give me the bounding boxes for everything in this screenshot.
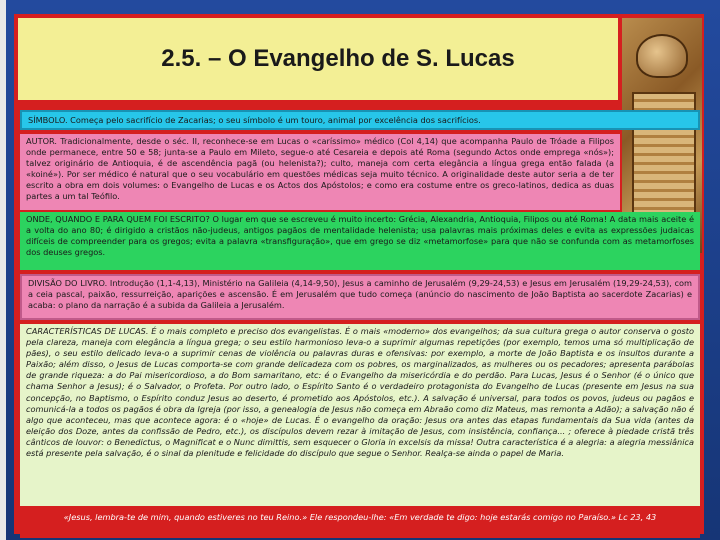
slide-edge: [0, 0, 6, 540]
page-title: 2.5. – O Evangelho de S. Lucas: [161, 45, 515, 72]
scripture-quote: «Jesus, lembra-te de mim, quando estiveres no teu Reino.» Ele respondeu-lhe: «Em verdade te digo: hoje estarás comigo no Paraíso.» Lc 23, 43: [20, 508, 700, 538]
divisao-box: DIVISÃO DO LIVRO. Introdução (1,1-4,13), Ministério na Galileia (4,14-9,50), Jesus a caminho de Jerusalém (9,29-24,53) e Jesus em Jerusalém (19,29-24,53), com a ceia pascal, paixão, ressurreição, aparições e ascensão. É em Jerusalém que tudo começa (anúncio do nascimento de João Baptista ao sacerdote Zacarias) e acaba: o plano da narração é a subida da Galileia a Jerusalém.: [20, 274, 700, 320]
simbolo-box: SÍMBOLO. Começa pelo sacrifício de Zacarias; o seu símbolo é um touro, animal por excelência dos sacrifícios.: [20, 110, 700, 130]
autor-box: AUTOR. Tradicionalmente, desde o séc. II, reconhece-se em Lucas o «caríssimo» médico (Col 4,14) que acompanha Paulo de Tróade a Filipos onde permanece, entre 50 e 58; junta-se a Paulo em Mileto, segue-o até Cesareia e depois até Roma (segundo Actos onde emprega «nós»); talvez originário de Antioquia, é de ascendência pagã (ou helenista?); culto, maneja com certa elegância a língua grega então falada (a «koiné»). Por ser médico é natural que o seu vocabulário em questões médicas seja muito técnico. A originalidade deste autor seria a de ter escrito a obra em dois volumes: o Evangelho de Lucas e os Actos dos Apóstolos; e como era costume entre os greco-latinos, dedica as duas partes a um tal Teófilo.: [20, 134, 620, 210]
title-box: [18, 18, 618, 100]
caracteristicas-box: CARACTERÍSTICAS DE LUCAS. É o mais completo e preciso dos evangelistas. É o mais «moderno» dos evangelhos; da sua cultura grega o autor conserva o gosto pela clareza, maneja com elegância a língua grega; o seu estilo harmonioso leva-o a suprimir algumas repetições (por exemplo, temos uma só multiplicação de pães), o seu estilo delicado leva-o a suprimir cenas de violência ou palavras duras e ofensivas: por exemplo, a morte de João Baptista e os insultos durante a Paixão; além disso, o Jesus de Lucas comporta-se com grande delicadeza com os pobres, os marginalizados, as mulheres ou os pecadores; apresenta parábolas de grande riqueza: a do Pai misericordioso, a do Bom samaritano, etc: é o Evangelho da misericórdia e do perdão. Para Lucas, Jesus é o Senhor (é o único que chama Senhor a Jesus); é o Salvador, o Profeta. Por outro lado, o Espírito Santo é o verdadeiro protagonista do Evangelho de Lucas (presente em Jesus na sua concepção, no Baptismo, o Espírito conduz Jesus ao deserto, é prometido aos Apóstolos, etc.). A salvação é universal, para todos os povos, judeus ou pagãos e comunicá-la a todos os pagãos é obra da Igreja (por isso, a genealogia de Jesus não começa em Abraão como diz Mateus, mas remonta a Adão); a salvação não é algo que aconteceu, mas que acontece agora: é o «hoje» de Lucas. É o evangelho da oração: Jesus ora antes das etapas fundamentais da Sua vida (antes da eleição dos Doze, antes da confissão de Pedro, etc.), os discípulos devem rezar à imitação de Jesus, com insistência, confiança... ; oferece à piedade cristã três cânticos de louvor: o Benedictus, o Magnificat e o Nunc dimittis, sem esquecer o Gloria in excelsis da missa! Outra característica é a alegria: a alegria messiânica está presente pela salvação, é o sinal da plenitude e felicidade do discípulo que segue o Senhor. Realça-se ainda o papel de Maria.: [20, 324, 700, 506]
onde-box: ONDE, QUANDO E PARA QUEM FOI ESCRITO? O lugar em que se escreveu é muito incerto: Grécia, Alexandria, Antioquia, Filipos ou até Roma! A data mais aceite é a volta do ano 80; é dirigido a cristãos não-judeus, antigos pagãos de mentalidade helenista; usa palavras mais próximas deles e evita as expressões judaicas difíceis de compreender para os gregos; evita a palavra «transfiguração», que em grego se diz «metamorfose» para que não se confunda com as metamorfoses dos deuses gregos.: [20, 212, 700, 270]
bull-symbol-image: [636, 34, 688, 78]
